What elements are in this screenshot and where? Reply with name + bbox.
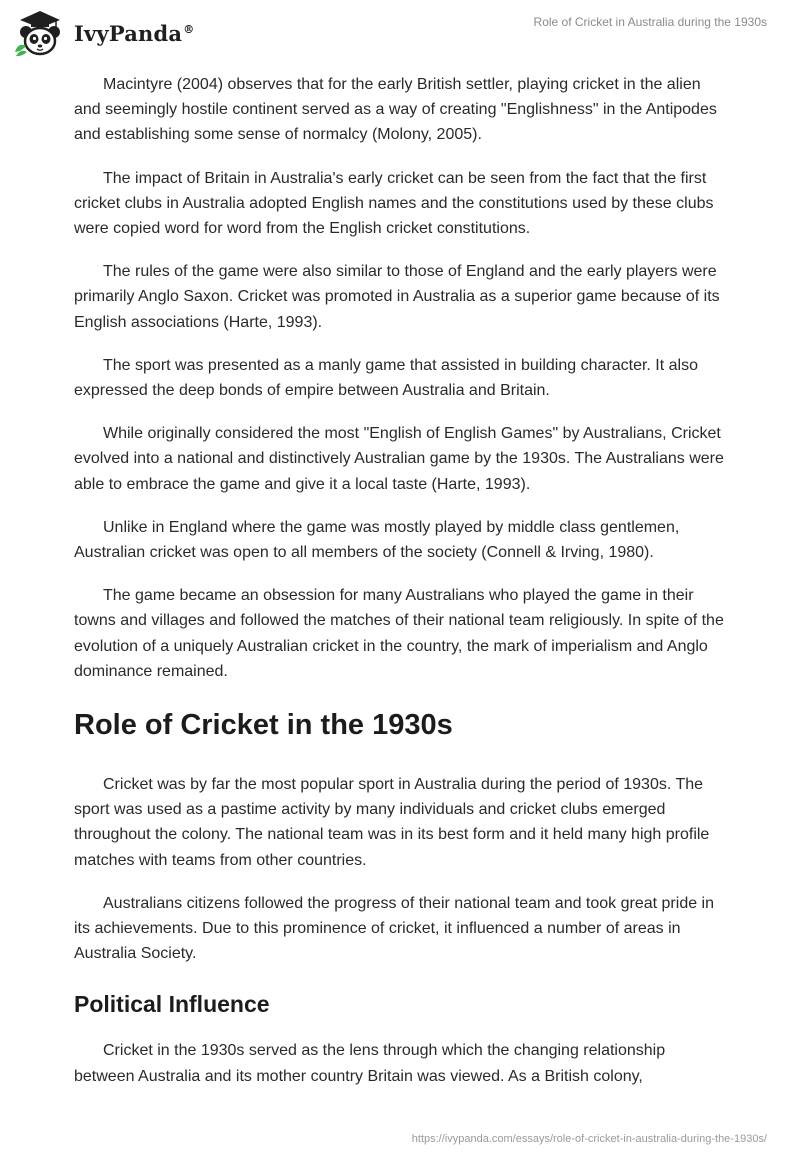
subsection-heading: Political Influence <box>74 991 270 1018</box>
paragraph: Australians citizens followed the progress of their national team and took great pride in its achievements. Due to this prominence of cricket, it influenced a number of areas in Australia Society. <box>74 894 715 963</box>
brand-name: IvyPanda® <box>74 20 195 46</box>
document-title: Role of Cricket in Australia during the 1930s <box>533 15 767 29</box>
page-header <box>0 0 800 70</box>
ivypanda-logo[interactable] <box>12 8 194 58</box>
registered-mark: ® <box>183 22 195 36</box>
paragraph: The rules of the game were also similar to those of England and the early players were primarily Anglo Saxon. Cricket was promoted in Australia as a superior game because of its English associations (Harte, 1993). <box>74 263 720 331</box>
paragraph: The impact of Britain in Australia's early cricket can be seen from the fact that the first cricket clubs in Australia adopted English names and the constitutions used by these clubs were copied word for word from the English cricket constitutions. <box>74 169 714 238</box>
panda-graduate-icon <box>12 8 68 58</box>
source-url-link[interactable]: https://ivypanda.com/essays/role-of-cricket-in-australia-during-the-1930s/ <box>411 1133 767 1145</box>
paragraph: Cricket in the 1930s served as the lens through which the changing relationship between Australia and its mother country Britain was viewed. As a British colony, <box>74 1042 666 1085</box>
paragraph: Unlike in England where the game was mostly played by middle class gentlemen, Australian cricket was open to all members of the society (Connell & Irving, 1980). <box>74 518 680 562</box>
paragraph: Macintyre (2004) observes that for the early British settler, playing cricket in the alien and seemingly hostile continent served as a way of creating "Englishness" in the Antipodes and establishing some sense of normalcy (Molony, 2005). <box>74 76 717 144</box>
paragraph: Cricket was by far the most popular sport in Australia during the period of 1930s. The sport was used as a pastime activity by many individuals and cricket clubs emerged throughout the colony. The national team was in its best form and it held many high profile matches with teams from other countries. <box>74 776 710 869</box>
article-body <box>74 72 729 1107</box>
section-heading: Role of Cricket in the 1930s <box>74 709 453 742</box>
paragraph: The sport was presented as a manly game that assisted in building character. It also expressed the deep bonds of empire between Australia and Britain. <box>74 356 698 400</box>
paragraph: While originally considered the most "English of English Games" by Australians, Cricket evolved into a national and distinctively Australian game by the 1930s. The Australians were able to embrace the game and give it a local taste (Harte, 1993). <box>74 425 724 493</box>
paragraph: The game became an obsession for many Australians who played the game in their towns and villages and followed the matches of their national team religiously. In spite of the evolution of a uniquely Australian cricket in the country, the mark of imperialism and Anglo dominance remained. <box>74 587 724 680</box>
